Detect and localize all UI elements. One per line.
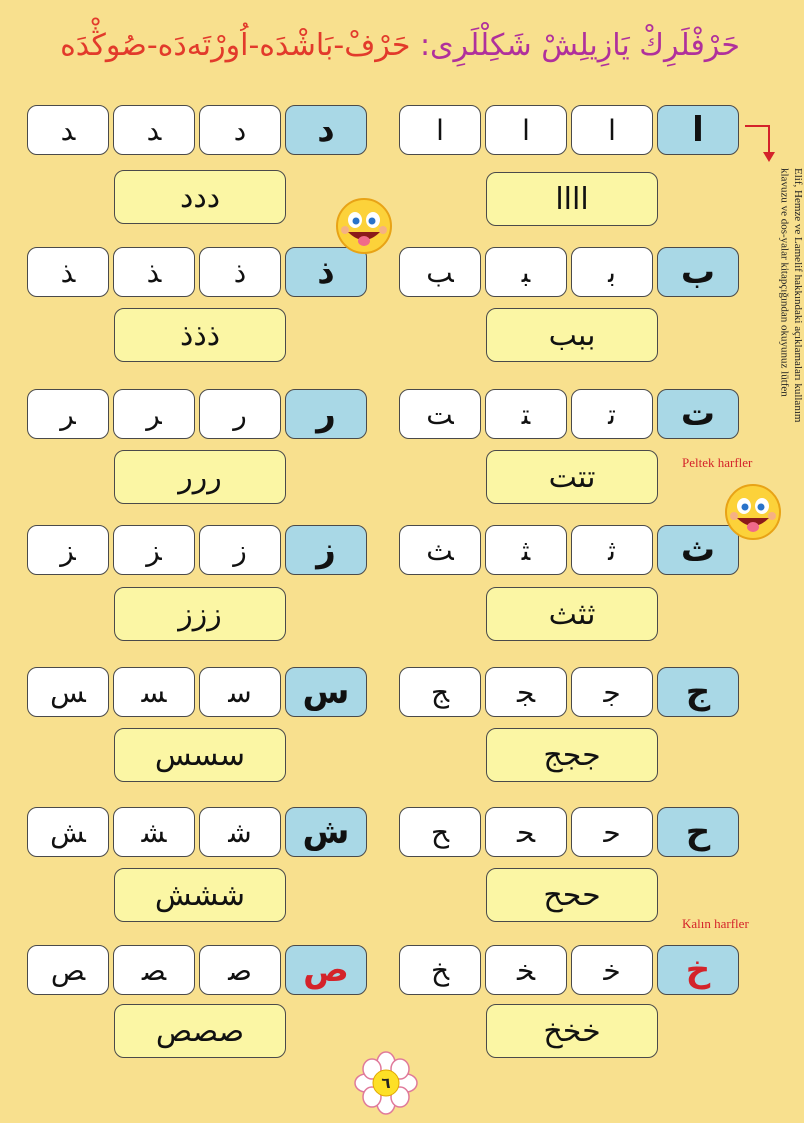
joined-word-box: ززز <box>114 587 286 641</box>
medial-form-cell: ﺘ <box>485 389 567 439</box>
joined-word-box: ججج <box>486 728 658 782</box>
letter-row-jim <box>399 667 739 717</box>
final-form-cell: ﺞ <box>399 667 481 717</box>
initial-form-cell: ﺣ <box>571 807 653 857</box>
joined-word-box: تتت <box>486 450 658 504</box>
medial-form-cell: ﺤ <box>485 807 567 857</box>
initial-form-cell: ز <box>199 525 281 575</box>
letter-row-dhal <box>27 247 367 297</box>
kalin-label: Kalın harfler <box>682 916 749 931</box>
joined-word-box: خخخ <box>486 1004 658 1058</box>
final-form-cell: ﺶ <box>27 807 109 857</box>
medial-form-cell: ﺮ <box>113 389 195 439</box>
final-form-cell: ا <box>399 105 481 155</box>
page-title <box>0 28 800 63</box>
letter-row-shin <box>27 807 367 857</box>
initial-form-cell: ﺻ <box>199 945 281 995</box>
medial-form-cell: ﺰ <box>113 525 195 575</box>
letter-row-ta <box>399 389 739 439</box>
initial-form-cell: ﺑ <box>571 247 653 297</box>
joined-word-box: ببب <box>486 308 658 362</box>
letter-row-sin <box>27 667 367 717</box>
final-form-cell: ﺚ <box>399 525 481 575</box>
laughing-face-icon <box>334 196 394 256</box>
letter-row-ra <box>27 389 367 439</box>
isolated-letter-cell: س <box>285 667 367 717</box>
joined-word-box: ذذذ <box>114 308 286 362</box>
title-part-1: حَرْفْلَرِكْ يَازِيلِشْ شَكِلْلَرِى: <box>419 28 740 63</box>
isolated-letter-cell: ش <box>285 807 367 857</box>
initial-form-cell: ا <box>571 105 653 155</box>
initial-form-cell: ذ <box>199 247 281 297</box>
isolated-letter-cell: ز <box>285 525 367 575</box>
page-number: ٦ <box>381 1074 391 1092</box>
letter-row-ba <box>399 247 739 297</box>
medial-form-cell: ﺬ <box>113 247 195 297</box>
joined-word-box: ددد <box>114 170 286 224</box>
red-arrow-icon <box>743 120 779 164</box>
letter-row-tha <box>399 525 739 575</box>
joined-word-box: صصص <box>114 1004 286 1058</box>
letter-row-alif <box>399 105 739 155</box>
peltek-label: Peltek harfler <box>682 455 753 470</box>
final-form-cell: ﺮ <box>27 389 109 439</box>
letter-row-sad <box>27 945 367 995</box>
medial-form-cell: ﺼ <box>113 945 195 995</box>
joined-word-box: ثثث <box>486 587 658 641</box>
medial-form-cell: ﺒ <box>485 247 567 297</box>
isolated-letter-cell: ث <box>657 525 739 575</box>
title-part-2: حَرْفْ-بَاشْدَه-اُورْتَه‌دَه-صُوڭْدَه <box>60 28 411 63</box>
final-form-cell: ﺺ <box>27 945 109 995</box>
medial-form-cell: ﺸ <box>113 807 195 857</box>
isolated-letter-cell: ب <box>657 247 739 297</box>
isolated-letter-cell: ج <box>657 667 739 717</box>
letter-row-dal <box>27 105 367 155</box>
isolated-letter-cell: ذ <box>285 247 367 297</box>
medial-form-cell: ا <box>485 105 567 155</box>
medial-form-cell: ﺪ <box>113 105 195 155</box>
medial-form-cell: ﺜ <box>485 525 567 575</box>
initial-form-cell: ﺳ <box>199 667 281 717</box>
isolated-letter-cell: ا <box>657 105 739 155</box>
medial-form-cell: ﺠ <box>485 667 567 717</box>
letter-row-zay <box>27 525 367 575</box>
letter-row-ha <box>399 807 739 857</box>
isolated-letter-cell: ر <box>285 389 367 439</box>
initial-form-cell: ﺟ <box>571 667 653 717</box>
isolated-letter-cell: ص <box>285 945 367 995</box>
joined-word-box: ححح <box>486 868 658 922</box>
final-form-cell: ﺪ <box>27 105 109 155</box>
final-form-cell: ﺦ <box>399 945 481 995</box>
medial-form-cell: ﺨ <box>485 945 567 995</box>
final-form-cell: ﺰ <box>27 525 109 575</box>
joined-word-box: اااا <box>486 172 658 226</box>
laughing-face-icon <box>723 482 783 542</box>
initial-form-cell: ر <box>199 389 281 439</box>
medial-form-cell: ﺴ <box>113 667 195 717</box>
initial-form-cell: ﺧ <box>571 945 653 995</box>
joined-word-box: ششش <box>114 868 286 922</box>
final-form-cell: ﺖ <box>399 389 481 439</box>
side-note: Elif, Hemze ve Lamelif hakkındaki açıklamaları kullanım klavuzu ve dos-yalar kitapçığından okuyunuz lütfen <box>778 168 804 423</box>
isolated-letter-cell: خ <box>657 945 739 995</box>
final-form-cell: ﺬ <box>27 247 109 297</box>
isolated-letter-cell: ت <box>657 389 739 439</box>
letter-row-kha <box>399 945 739 995</box>
final-form-cell: ﺢ <box>399 807 481 857</box>
final-form-cell: ﺐ <box>399 247 481 297</box>
isolated-letter-cell: د <box>285 105 367 155</box>
isolated-letter-cell: ح <box>657 807 739 857</box>
initial-form-cell: ﺛ <box>571 525 653 575</box>
initial-form-cell: ﺗ <box>571 389 653 439</box>
initial-form-cell: د <box>199 105 281 155</box>
joined-word-box: ررر <box>114 450 286 504</box>
initial-form-cell: ﺷ <box>199 807 281 857</box>
joined-word-box: سسس <box>114 728 286 782</box>
final-form-cell: ﺲ <box>27 667 109 717</box>
